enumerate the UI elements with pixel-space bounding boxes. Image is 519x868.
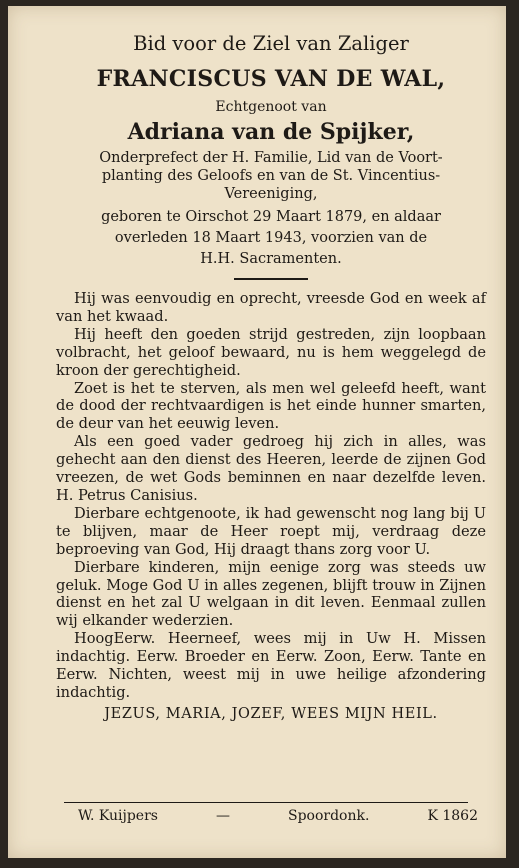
paragraph: Zoet is het te sterven, als men wel geleefd heeft, want de dood der rechtvaardigen is het einde hunner smarten, de deur van het eeuwig leven.	[56, 379, 486, 433]
roles-line: Vereeniging,	[224, 186, 318, 202]
card-heading: Bid voor de Ziel van Zaliger	[133, 32, 409, 55]
roles-line: Onderprefect der H. Familie, Lid van de Voort-	[99, 150, 443, 166]
footer-rule	[64, 802, 468, 803]
paragraph: HoogEerw. Heerneef, wees mij in Uw H. Missen indachtig. Eerw. Broeder en Eerw. Zoon, Eerw. Tante en Eerw. Nichten, weest mij in uwe heilige afzondering indachtig.	[56, 630, 486, 701]
footer-dash: —	[215, 808, 230, 824]
spouse-label: Echtgenoot van	[215, 99, 327, 115]
paragraph: Dierbare kinderen, mijn eenige zorg was steeds uw geluk. Moge God U in alles zegenen, blijft trouw in Zijnen dienst en het zal U welgaan in dit leven. Eenmaal zullen wij elkander wederzien.	[56, 558, 486, 630]
memorial-card	[8, 6, 506, 858]
card-code: K 1862	[427, 808, 478, 824]
life-dates-block	[56, 207, 486, 270]
printer-name: W. Kuijpers	[78, 808, 158, 824]
life-line: H.H. Sacramenten.	[200, 251, 342, 267]
roles-line: planting des Geloofs en van de St. Vincentius-	[101, 168, 441, 184]
paragraph: Dierbare echtgenoote, ik had gewenscht nog lang bij U te blijven, maar de Heer roept mij, verdraag deze beproeving van God, Hij draagt thans zorg voor U.	[56, 504, 486, 558]
separator-rule	[234, 278, 308, 280]
printer-place: Spoordonk.	[287, 808, 370, 824]
card-content	[56, 32, 486, 722]
life-line: geboren te Oirschot 29 Maart 1879, en aldaar	[101, 209, 441, 225]
roles-block	[56, 149, 486, 203]
deceased-name: FRANCISCUS VAN DE WAL,	[96, 66, 446, 92]
printer-footer	[78, 808, 478, 824]
text-body	[56, 290, 486, 702]
paragraph: Hij was eenvoudig en oprecht, vreesde God en week af van het kwaad.	[56, 290, 486, 325]
spouse-name: Adriana van de Spijker,	[127, 119, 415, 145]
paragraph: Als een goed vader gedroeg hij zich in alles, was gehecht aan den dienst des Heeren, leerde de zijnen God vreezen, de wet Gods beminnen en naar dezelfde leven. H. Petrus Canisius.	[56, 433, 486, 504]
closing-prayer: JEZUS, MARIA, JOZEF, WEES MIJN HEIL.	[104, 705, 438, 722]
life-line: overleden 18 Maart 1943, voorzien van de	[114, 230, 428, 246]
paragraph: Hij heeft den goeden strijd gestreden, zijn loopbaan volbracht, het geloof bewaard, nu is hem weggelegd de kroon der gerechtigheid.	[56, 325, 486, 379]
